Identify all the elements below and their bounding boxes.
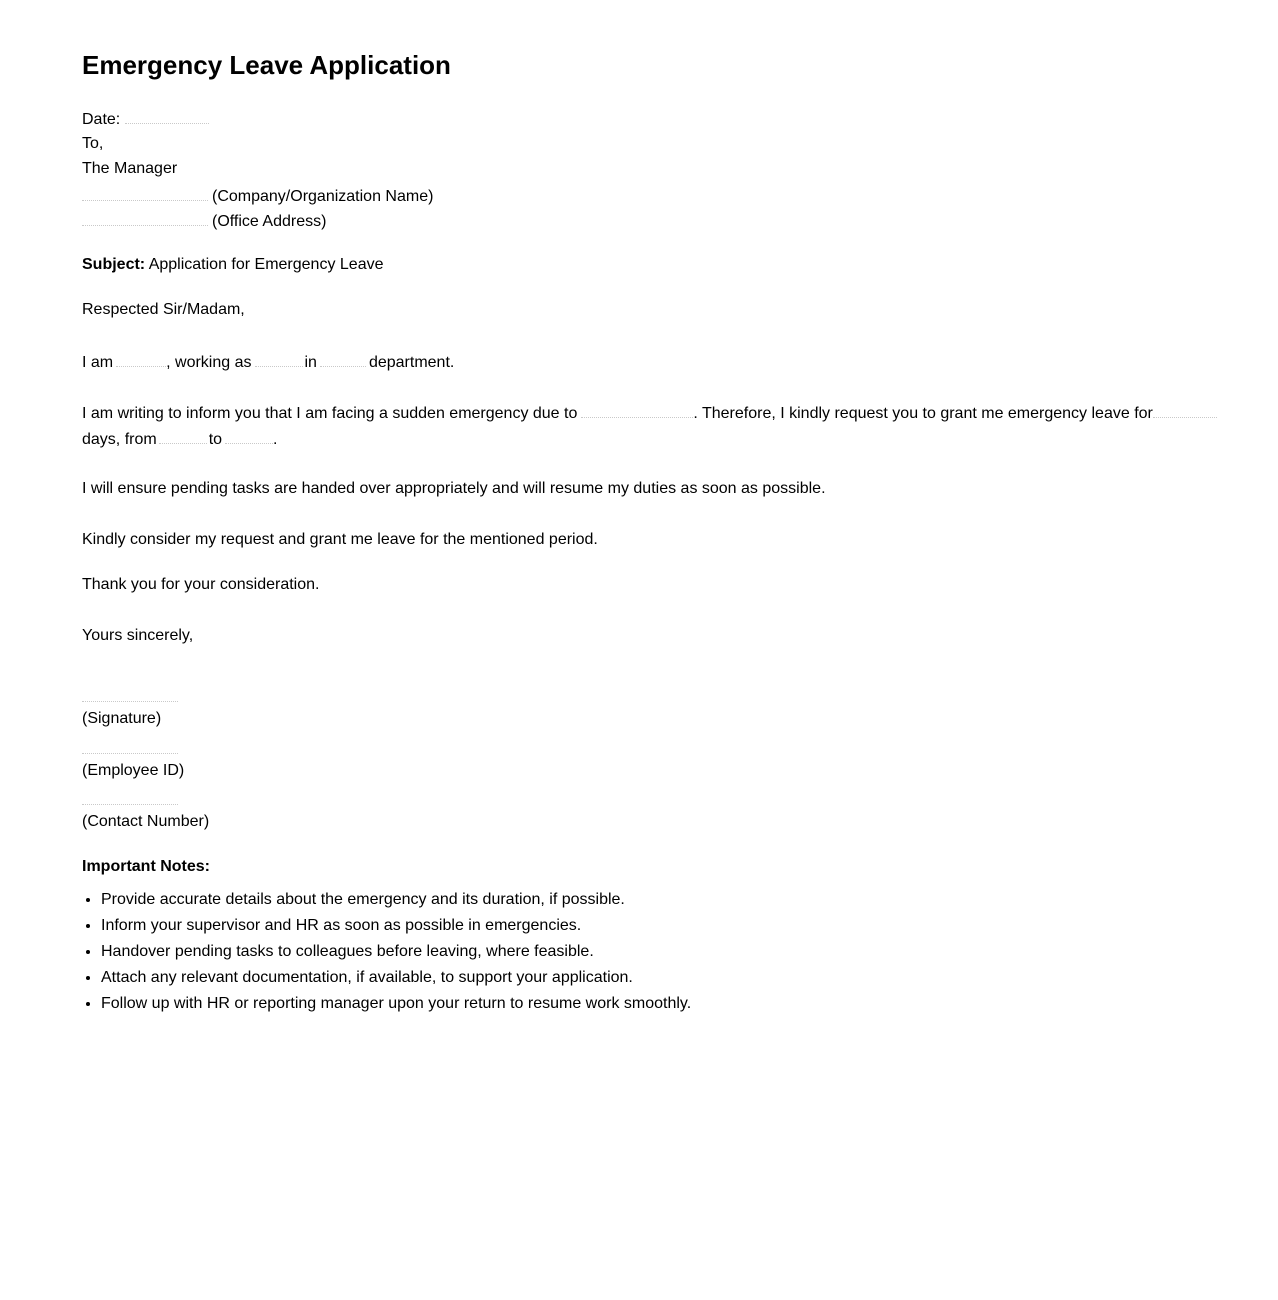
days-blank[interactable]	[1153, 402, 1217, 418]
intro-text-3: in	[304, 354, 317, 371]
salutation: Respected Sir/Madam,	[82, 301, 245, 318]
intro-text-4: department.	[368, 354, 455, 371]
date-label: Date:	[82, 111, 121, 128]
subject-line	[82, 255, 383, 275]
notes-list	[82, 890, 691, 1020]
subject-text: Application for Emergency Leave	[148, 256, 384, 273]
employee-id-blank[interactable]	[82, 753, 178, 754]
thanks-paragraph: Thank you for your consideration.	[82, 576, 320, 593]
subject-label: Subject:	[82, 256, 146, 273]
note-item: • Handover pending tasks to colleagues before leaving, where feasible.	[101, 942, 691, 962]
note-item: • Provide accurate details about the emergency and its duration, if possible.	[101, 890, 691, 910]
signature-label: (Signature)	[82, 710, 162, 727]
name-blank[interactable]	[116, 351, 166, 367]
contact-number-label: (Contact Number)	[82, 813, 210, 830]
department-blank[interactable]	[320, 351, 366, 367]
assurance-paragraph: I will ensure pending tasks are handed over appropriately and will resume my duties as soon as possible.	[82, 480, 826, 497]
note-item: • Attach any relevant documentation, if available, to support your application.	[101, 968, 691, 988]
company-label: (Company/Organization Name)	[212, 188, 434, 205]
body-line-2	[82, 428, 277, 450]
from-date-blank[interactable]	[159, 428, 207, 444]
intro-text-2: , working as	[166, 354, 252, 371]
address-blank[interactable]	[82, 210, 208, 226]
date-line	[82, 108, 209, 130]
request-paragraph: Kindly consider my request and grant me leave for the mentioned period.	[82, 531, 598, 548]
page-title: Emergency Leave Application	[82, 50, 451, 80]
company-line	[82, 185, 433, 207]
note-item: • Follow up with HR or reporting manager upon your return to resume work smoothly.	[101, 994, 691, 1014]
reason-blank[interactable]	[581, 402, 693, 418]
designation-blank[interactable]	[255, 351, 303, 367]
company-blank[interactable]	[82, 185, 208, 201]
to-label: To,	[82, 135, 104, 152]
to-date-blank[interactable]	[225, 428, 273, 444]
intro-text-1: I am	[82, 354, 114, 371]
body-text-2: . Therefore, I kindly request you to grant me emergency leave for	[693, 405, 1153, 422]
intro-paragraph	[82, 351, 454, 373]
address-label: (Office Address)	[212, 213, 327, 230]
body-text-4: to	[208, 431, 223, 448]
date-blank[interactable]	[125, 108, 209, 124]
closing: Yours sincerely,	[82, 627, 194, 644]
body-line-1	[82, 402, 1217, 424]
note-item: • Inform your supervisor and HR as soon as possible in emergencies.	[101, 916, 691, 936]
address-line	[82, 210, 326, 232]
notes-heading: Important Notes:	[82, 858, 210, 875]
signature-blank[interactable]	[82, 701, 178, 702]
employee-id-label: (Employee ID)	[82, 762, 185, 779]
contact-number-blank[interactable]	[82, 804, 178, 805]
body-text-1: I am writing to inform you that I am facing a sudden emergency due to	[82, 405, 578, 422]
body-text-5: .	[273, 431, 278, 448]
body-text-3: days, from	[82, 431, 157, 448]
recipient: The Manager	[82, 160, 178, 177]
